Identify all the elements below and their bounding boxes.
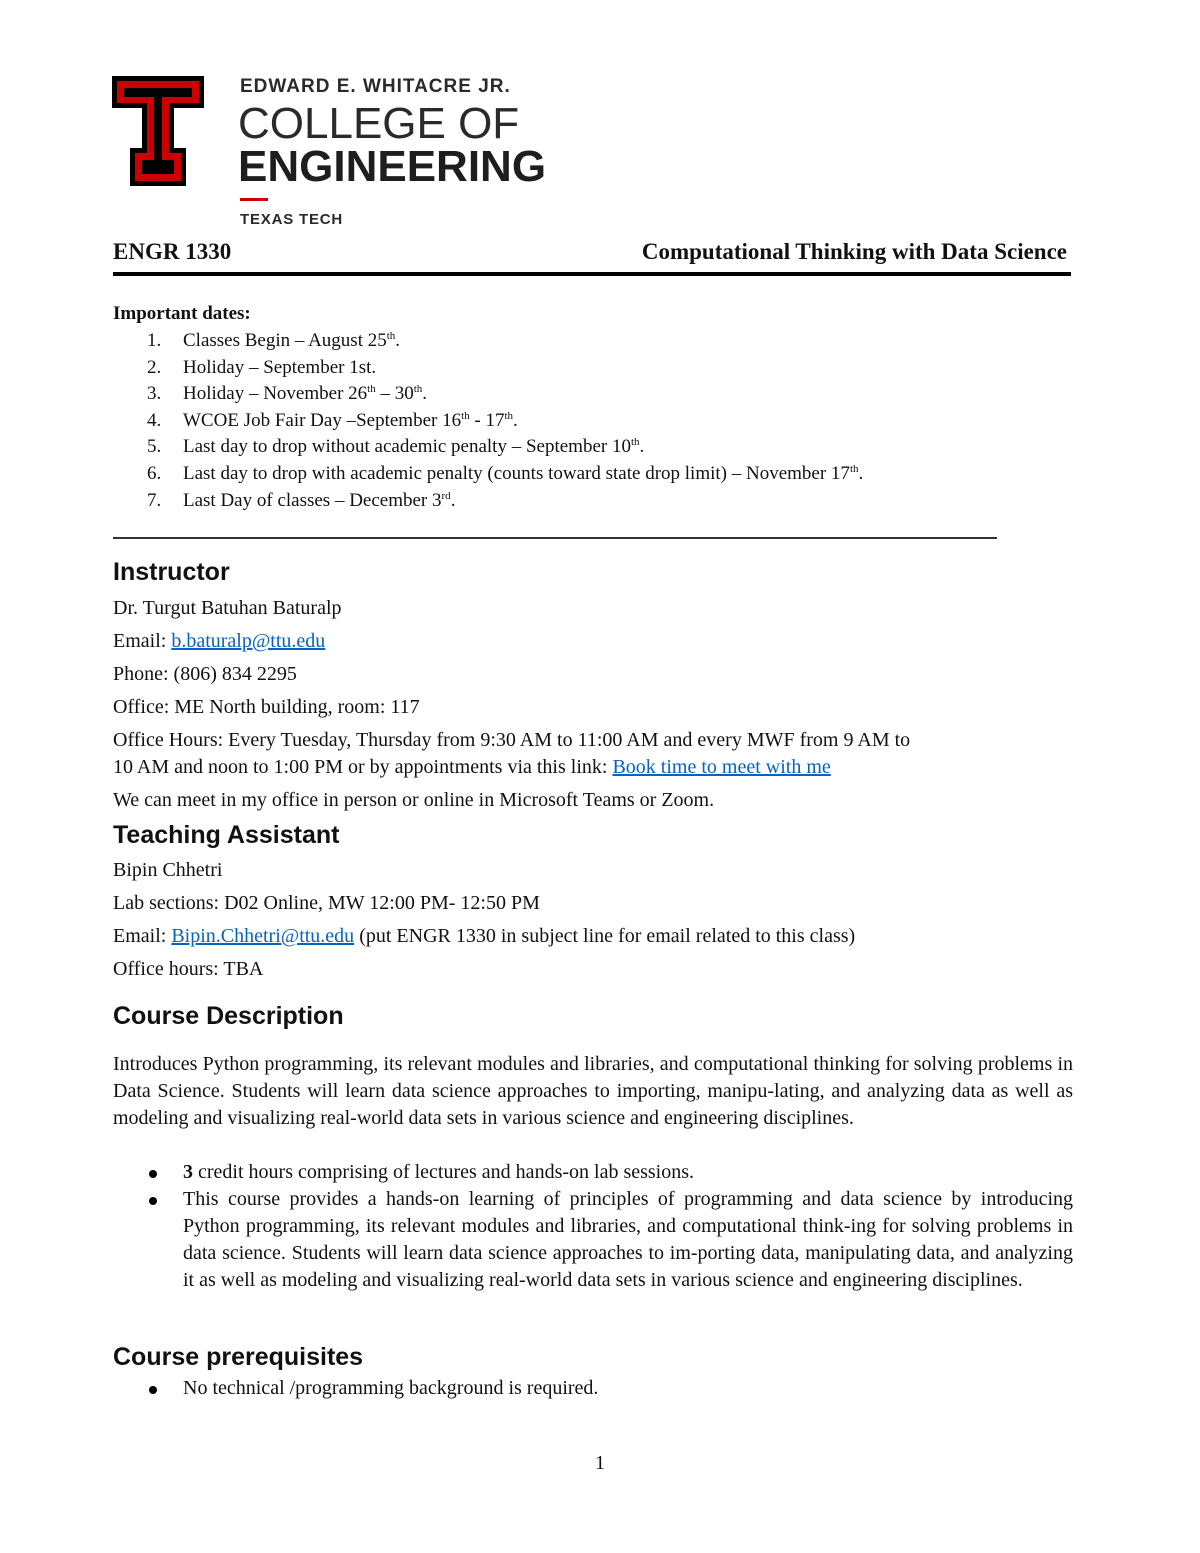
- date-item: 4. WCOE Job Fair Day –September 16th - 17th.: [147, 409, 518, 431]
- logo-line-texas-tech: TEXAS TECH: [240, 211, 344, 228]
- instructor-heading: Instructor: [113, 558, 230, 586]
- ta-name: Bipin Chhetri: [113, 859, 223, 881]
- instructor-office-hours: Office Hours: Every Tuesday, Thursday from 9:30 AM to 11:00 AM and every MWF from 9 AM to: [113, 729, 911, 751]
- instructor-phone: Phone: (806) 834 2295: [113, 663, 297, 685]
- course-description-heading: Course Description: [113, 1002, 344, 1030]
- instructor-office-hours-cont: 10 AM and noon to 1:00 PM or by appointments via this link: Book time to meet with me: [113, 756, 831, 778]
- instructor-email-line: Email: b.baturalp@ttu.edu: [113, 630, 326, 652]
- ta-email-link[interactable]: Bipin.Chhetri@ttu.edu: [171, 925, 355, 947]
- bullet-icon: [149, 1170, 157, 1178]
- section-separator: [113, 537, 997, 539]
- important-dates-heading: Important dates:: [113, 303, 251, 324]
- date-item: 1. Classes Begin – August 25th.: [147, 330, 401, 351]
- list-item: This course provides a hands-on learning of principles of programming and data science by introducing Python programming, its relevant modules and libraries, and computational think-ing for solving problems in data science. Students will learn data science approaches to im-porting data, manipulating data, and analyzing it as well as modeling and visualizing real-world data sets in various science and engineering disciplines.: [113, 1186, 1073, 1294]
- logo-line-college-of: COLLEGE OF: [238, 99, 520, 148]
- course-description-bullets: [113, 1159, 1073, 1294]
- important-dates-list: [113, 328, 1073, 514]
- instructor-name: Dr. Turgut Batuhan Baturalp: [113, 597, 342, 619]
- bullet-icon: [149, 1197, 157, 1205]
- date-item: 7. Last Day of classes – December 3rd.: [147, 489, 456, 511]
- logo-line-engineering: ENGINEERING: [238, 142, 547, 191]
- bullet-icon: [149, 1386, 157, 1394]
- prerequisites-list: [113, 1375, 1073, 1402]
- date-item: 6. Last day to drop with academic penalty (counts toward state drop limit) – November 17th.: [147, 462, 864, 484]
- ta-email-line: Email: Bipin.Chhetri@ttu.edu (put ENGR 1330 in subject line for email related to this class): [113, 925, 856, 947]
- date-item: 3. Holiday – November 26th – 30th.: [147, 383, 428, 405]
- instructor-email-link[interactable]: b.baturalp@ttu.edu: [171, 630, 326, 652]
- logo-line-college-donor: EDWARD E. WHITACRE JR.: [240, 76, 511, 97]
- date-item: 2. Holiday – September 1st.: [147, 356, 377, 378]
- ta-heading: Teaching Assistant: [113, 821, 340, 849]
- instructor-office: Office: ME North building, room: 117: [113, 696, 420, 718]
- page-number: 1: [595, 1452, 605, 1474]
- course-description-paragraph: Introduces Python programming, its relevant modules and libraries, and computational thinking for solving problems in Data Science. Students will learn data science approaches to importing, manipu-lating, and analyzing data as well as modeling and visualizing real-world data sets in various science and engineering disciplines.: [113, 1053, 1073, 1129]
- course-title: Computational Thinking with Data Science: [641, 239, 1067, 264]
- ta-lab-sections: Lab sections: D02 Online, MW 12:00 PM- 12:50 PM: [113, 892, 540, 914]
- instructor-meet-note: We can meet in my office in person or online in Microsoft Teams or Zoom.: [113, 789, 715, 811]
- logo-accent-bar: [240, 198, 268, 201]
- ta-office-hours: Office hours: TBA: [113, 958, 264, 980]
- header-divider: [113, 272, 1071, 276]
- list-item: 3 credit hours comprising of lectures and hands-on lab sessions.: [113, 1159, 1073, 1186]
- booking-link[interactable]: Book time to meet with me: [612, 756, 831, 778]
- texas-tech-double-t-logo-icon: [112, 76, 204, 186]
- course-prerequisites-heading: Course prerequisites: [113, 1343, 364, 1371]
- list-item: No technical /programming background is required.: [113, 1375, 1073, 1402]
- course-code: ENGR 1330: [113, 239, 232, 264]
- date-item: 5. Last day to drop without academic penalty – September 10th.: [147, 436, 645, 458]
